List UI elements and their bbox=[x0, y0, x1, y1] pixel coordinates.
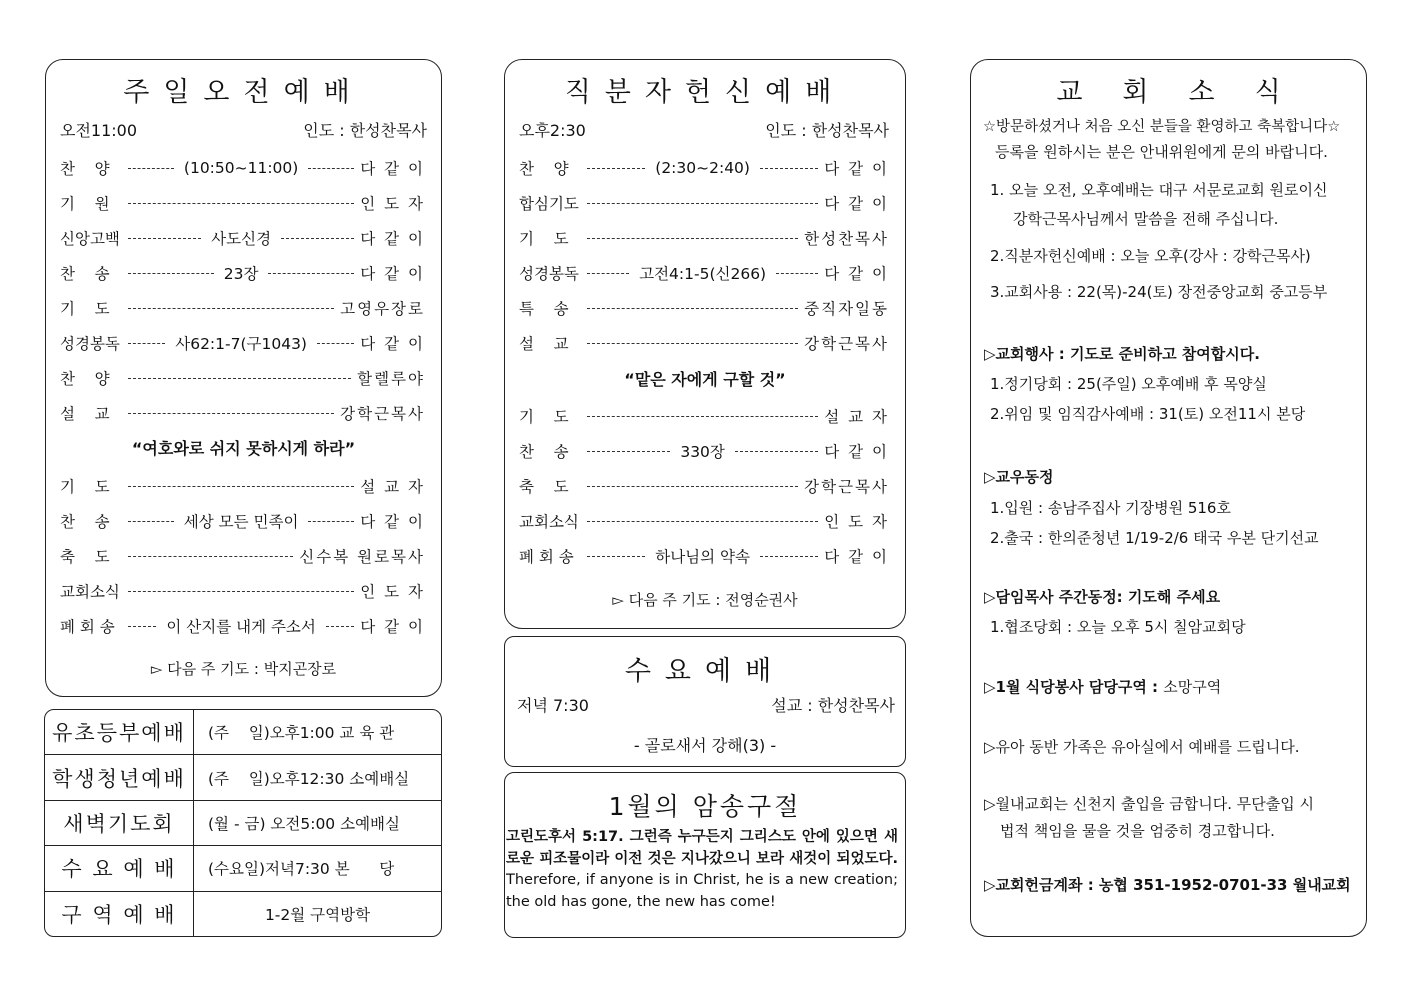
news-members-heading: ▷교우동정 bbox=[984, 468, 1054, 486]
order-row bbox=[519, 260, 889, 286]
schedule-name: 수 요 예 배 bbox=[45, 846, 194, 891]
news-events-1: 1.정기당회 : 25(주일) 오후예배 후 목양실 bbox=[990, 375, 1267, 393]
sunday-next-prayer: ▻ 다음 주 기도 : 박지곤장로 bbox=[150, 660, 337, 678]
evening-worship-panel bbox=[504, 59, 906, 629]
news-warning-1: ▷월내교회는 신천지 출입을 금합니다. 무단출입 시 bbox=[984, 795, 1314, 813]
schedule-name: 학생청년예배 bbox=[45, 755, 194, 800]
order-label: 찬 양 bbox=[519, 160, 569, 178]
memory-verse-title: 1월의 암송구절 bbox=[608, 792, 802, 821]
evening-time: 오후2:30 bbox=[519, 121, 586, 140]
schedule-value: (주 일)오후1:00 교 육 관 bbox=[194, 710, 441, 755]
order-row bbox=[60, 578, 425, 604]
order-row bbox=[519, 508, 889, 534]
order-row bbox=[519, 330, 889, 356]
news-welcome-2: 등록을 원하시는 분은 안내위원에게 문의 바랍니다. bbox=[995, 143, 1328, 161]
order-label: 기 원 bbox=[60, 195, 110, 213]
evening-title: 직분자헌신예배 bbox=[564, 77, 846, 108]
order-content: 세상 모든 민족이 bbox=[183, 513, 299, 531]
order-label: 신앙고백 bbox=[60, 230, 120, 248]
order-row bbox=[519, 225, 889, 251]
memory-verse-korean: 고린도후서 5:17. 그런즉 누구든지 그리스도 안에 있으면 새로운 피조물이라 이전 것은 지나갔으니 보라 새것이 되었도다. bbox=[506, 829, 898, 867]
order-label: 기 도 bbox=[519, 230, 569, 248]
order-content: (2:30~2:40) bbox=[655, 159, 750, 177]
memory-verse-text bbox=[506, 827, 898, 913]
order-label: 축 도 bbox=[519, 478, 569, 496]
order-content: 사62:1-7(구1043) bbox=[175, 335, 307, 353]
sunday-worship-panel bbox=[45, 59, 442, 697]
schedule-table bbox=[44, 709, 442, 937]
evening-next-prayer: ▻ 다음 주 기도 : 전영순권사 bbox=[612, 591, 798, 609]
order-row bbox=[60, 155, 425, 181]
order-row bbox=[519, 155, 889, 181]
order-label: 기 도 bbox=[60, 478, 110, 496]
order-person: 다 같 이 bbox=[824, 548, 889, 566]
schedule-value: 1-2월 구역방학 bbox=[264, 905, 371, 924]
schedule-row bbox=[45, 801, 441, 846]
order-label: 성경봉독 bbox=[519, 265, 579, 283]
news-item-2: 2.직분자헌신예배 : 오늘 오후(강사 : 강학근목사) bbox=[990, 247, 1311, 265]
news-item-3: 3.교회사용 : 22(목)-24(토) 장전중앙교회 중고등부 bbox=[990, 283, 1328, 301]
schedule-row bbox=[45, 892, 441, 936]
order-person: 다 같 이 bbox=[360, 335, 425, 353]
news-title: 교회소식 bbox=[1056, 77, 1321, 108]
sunday-title: 주일오전예배 bbox=[123, 77, 364, 108]
order-label: 설 교 bbox=[519, 335, 569, 353]
schedule-value: (주 일)오후12:30 소예배실 bbox=[194, 755, 441, 800]
news-members-2: 2.출국 : 한의준청년 1/19-2/6 태국 우본 단기선교 bbox=[990, 529, 1319, 547]
order-label: 찬 양 bbox=[60, 370, 110, 388]
order-person: 다 같 이 bbox=[360, 160, 425, 178]
schedule-value: (수요일)저녁7:30 본 당 bbox=[194, 846, 441, 891]
wednesday-title: 수요예배 bbox=[624, 656, 786, 687]
news-meal bbox=[984, 678, 1221, 697]
order-person: 다 같 이 bbox=[360, 265, 425, 283]
order-label: 찬 양 bbox=[60, 160, 110, 178]
order-content: (10:50~11:00) bbox=[183, 159, 299, 177]
order-label: 축 도 bbox=[60, 548, 110, 566]
order-row bbox=[60, 365, 425, 391]
order-person: 설 교 자 bbox=[824, 408, 889, 426]
evening-sermon-title: “맡은 자에게 구할 것” bbox=[624, 370, 786, 389]
news-pastor-1: 1.협조당회 : 오늘 오후 5시 칠암교회당 bbox=[990, 618, 1246, 636]
order-content: 이 산지를 내게 주소서 bbox=[166, 618, 316, 636]
order-label: 찬 송 bbox=[60, 265, 110, 283]
news-events-2: 2.위임 및 임직감사예배 : 31(토) 오전11시 본당 bbox=[990, 405, 1306, 423]
news-infant: ▷유아 동반 가족은 유아실에서 예배를 드립니다. bbox=[984, 738, 1300, 756]
schedule-value: (월 - 금) 오전5:00 소예배실 bbox=[194, 801, 441, 846]
order-person: 설 교 자 bbox=[360, 478, 425, 496]
order-label: 폐 회 송 bbox=[519, 548, 574, 566]
order-content: 23장 bbox=[223, 265, 259, 283]
order-label: 성경봉독 bbox=[60, 335, 120, 353]
order-person: 할렐루야 bbox=[357, 370, 425, 388]
evening-leader: 인도 : 한성찬목사 bbox=[765, 121, 889, 140]
order-row bbox=[519, 543, 889, 569]
order-content: 고전4:1-5(신266) bbox=[639, 265, 767, 283]
order-row bbox=[60, 543, 425, 569]
wednesday-topic: - 골로새서 강해(3) - bbox=[633, 736, 777, 755]
news-item-1b: 강학근목사님께서 말씀을 전해 주십니다. bbox=[1013, 210, 1279, 228]
news-warning-2: 법적 책임을 물을 것을 엄중히 경고합니다. bbox=[1000, 822, 1275, 840]
sunday-time: 오전11:00 bbox=[60, 121, 138, 140]
news-meal-value: 소망구역 bbox=[1163, 678, 1222, 696]
order-label: 교회소식 bbox=[519, 513, 579, 531]
order-row bbox=[519, 438, 889, 464]
order-row bbox=[60, 473, 425, 499]
order-row bbox=[60, 330, 425, 356]
order-person: 한성찬목사 bbox=[804, 230, 889, 248]
order-person: 강학근목사 bbox=[804, 335, 889, 353]
sunday-leader: 인도 : 한성찬목사 bbox=[303, 121, 427, 140]
order-person: 신수복 원로목사 bbox=[299, 548, 425, 566]
order-row bbox=[60, 508, 425, 534]
schedule-row bbox=[45, 755, 441, 800]
order-person: 다 같 이 bbox=[824, 265, 889, 283]
news-welcome-1: ☆방문하셨거나 처음 오신 분들을 환영하고 축복합니다☆ bbox=[983, 119, 1341, 135]
order-person: 중직자일동 bbox=[804, 300, 889, 318]
schedule-name: 새벽기도회 bbox=[45, 801, 194, 846]
schedule-name: 구 역 예 배 bbox=[45, 892, 194, 936]
order-label: 찬 송 bbox=[519, 443, 569, 461]
order-label: 기 도 bbox=[60, 300, 110, 318]
order-label: 기 도 bbox=[519, 408, 569, 426]
order-row bbox=[60, 190, 425, 216]
order-person: 인 도 자 bbox=[360, 583, 425, 601]
order-person: 고영우장로 bbox=[340, 300, 425, 318]
sunday-sermon-title: “여호와로 쉬지 못하시게 하라” bbox=[131, 439, 356, 458]
order-person: 다 같 이 bbox=[824, 195, 889, 213]
order-person: 다 같 이 bbox=[360, 513, 425, 531]
wednesday-time: 저녁 7:30 bbox=[517, 696, 589, 715]
order-content: 하나님의 약속 bbox=[655, 548, 750, 566]
schedule-name: 유초등부예배 bbox=[45, 710, 194, 755]
schedule-row bbox=[45, 710, 441, 755]
news-events-heading: ▷교회행사 : 기도로 준비하고 참여합시다. bbox=[984, 345, 1260, 363]
order-person: 다 같 이 bbox=[824, 443, 889, 461]
order-label: 교회소식 bbox=[60, 583, 120, 601]
order-row bbox=[60, 613, 425, 639]
order-row bbox=[519, 473, 889, 499]
order-person: 인 도 자 bbox=[360, 195, 425, 213]
order-label: 폐 회 송 bbox=[60, 618, 115, 636]
order-label: 특 송 bbox=[519, 300, 569, 318]
order-person: 강학근목사 bbox=[340, 405, 425, 423]
order-row bbox=[60, 400, 425, 426]
order-person: 다 같 이 bbox=[824, 160, 889, 178]
news-pastor-heading: ▷담임목사 주간동정: 기도해 주세요 bbox=[984, 588, 1221, 606]
order-row bbox=[60, 295, 425, 321]
order-person: 인 도 자 bbox=[824, 513, 889, 531]
news-offering-account: ▷교회헌금계좌 : 농협 351-1952-0701-33 월내교회 bbox=[984, 876, 1351, 894]
wednesday-preacher: 설교 : 한성찬목사 bbox=[771, 696, 895, 715]
order-row bbox=[60, 260, 425, 286]
order-content: 사도신경 bbox=[211, 230, 272, 248]
memory-verse-english: Therefore, if anyone is in Christ, he is a new creation; the old has gone, the new has come! bbox=[506, 872, 898, 910]
order-row bbox=[60, 225, 425, 251]
news-meal-heading: ▷1월 식당봉사 담당구역 : bbox=[984, 678, 1164, 696]
order-label: 찬 송 bbox=[60, 513, 110, 531]
news-members-1: 1.입원 : 송남주집사 기장병원 516호 bbox=[990, 499, 1231, 517]
order-row bbox=[519, 190, 889, 216]
order-person: 다 같 이 bbox=[360, 230, 425, 248]
order-person: 다 같 이 bbox=[360, 618, 425, 636]
order-person: 강학근목사 bbox=[804, 478, 889, 496]
schedule-row bbox=[45, 846, 441, 891]
order-row bbox=[519, 403, 889, 429]
order-row bbox=[519, 295, 889, 321]
order-label: 합심기도 bbox=[519, 195, 579, 213]
news-item-1a: 1. 오늘 오전, 오후예배는 대구 서문로교회 원로이신 bbox=[990, 181, 1328, 199]
order-label: 설 교 bbox=[60, 405, 110, 423]
wednesday-worship-panel bbox=[504, 636, 906, 767]
order-content: 330장 bbox=[680, 443, 725, 461]
